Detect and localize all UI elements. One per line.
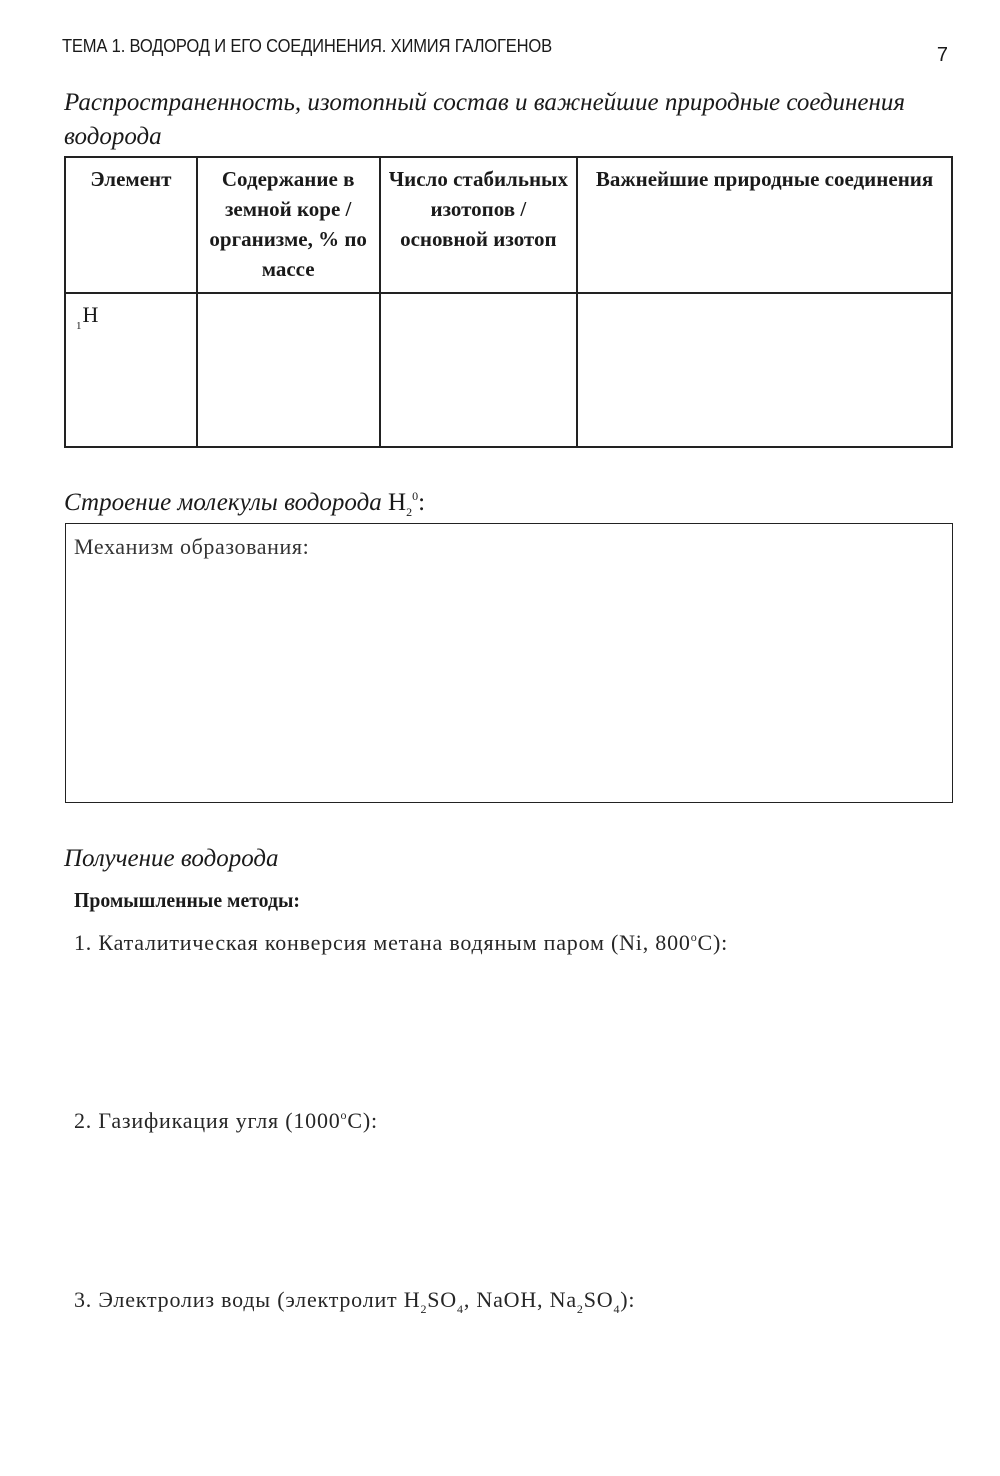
method-1 (74, 930, 728, 956)
cell-content[interactable] (197, 293, 380, 447)
method-2-prefix: 2. Газификация угля (1000 (74, 1108, 341, 1133)
method-3-sub1: 2 (420, 1302, 428, 1316)
page-number: 7 (936, 44, 948, 66)
section-title-abundance: Распространенность, изотопный состав и важнейшие природные соединения водорода (64, 89, 906, 150)
header-compounds: Важнейшие природные соединения (577, 157, 952, 293)
method-3-sub2: 4 (457, 1302, 464, 1316)
formula-subscript: 2 (406, 505, 413, 519)
structure-title-text: Строение молекулы водорода (64, 489, 382, 516)
section-title-structure (64, 486, 425, 523)
table-header-row (65, 157, 952, 293)
method-3-sub4: 4 (613, 1302, 621, 1316)
method-3-part1: 3. Электролиз воды (электролит H (74, 1287, 421, 1312)
header-content: Содержание в земной коре / организме, % по массе (197, 157, 380, 293)
cell-isotopes[interactable] (380, 293, 578, 447)
method-3-sub3: 2 (576, 1302, 584, 1316)
formula-symbol: H (388, 489, 407, 516)
method-2-degree: о (340, 1108, 348, 1122)
table-row (65, 293, 952, 447)
method-2 (74, 1108, 378, 1134)
method-3-part5: ): (620, 1287, 636, 1312)
cell-compounds[interactable] (577, 293, 952, 447)
header-element: Элемент (65, 157, 197, 293)
running-head: ТЕМА 1. ВОДОРОД И ЕГО СОЕДИНЕНИЯ. ХИМИЯ ГАЛОГЕНОВ (62, 36, 552, 56)
method-3-part3: , NaOH, Na (463, 1287, 577, 1312)
section-title-production: Получение водорода (64, 845, 279, 872)
method-3 (74, 1287, 636, 1316)
method-2-suffix: С): (347, 1108, 378, 1133)
element-symbol: H (82, 302, 99, 327)
formula-suffix: : (418, 489, 426, 516)
method-3-part2: SO (427, 1287, 457, 1312)
methods-title: Промышленные методы: (74, 888, 300, 912)
method-1-prefix: 1. Каталитическая конверсия метана водяным паром (Ni, 800 (74, 930, 691, 955)
atomic-number: 1 (76, 320, 82, 332)
method-3-part4: SO (583, 1287, 614, 1312)
cell-element (65, 293, 197, 447)
mechanism-answer-box[interactable] (65, 523, 953, 803)
abundance-table (64, 156, 953, 448)
formula-superscript: 0 (412, 489, 419, 503)
method-1-degree: о (690, 930, 698, 944)
header-isotopes: Число стабильных изотопов / основной изотоп (380, 157, 578, 293)
method-1-suffix: С): (697, 930, 729, 955)
mechanism-label: Механизм образования: (74, 534, 310, 559)
